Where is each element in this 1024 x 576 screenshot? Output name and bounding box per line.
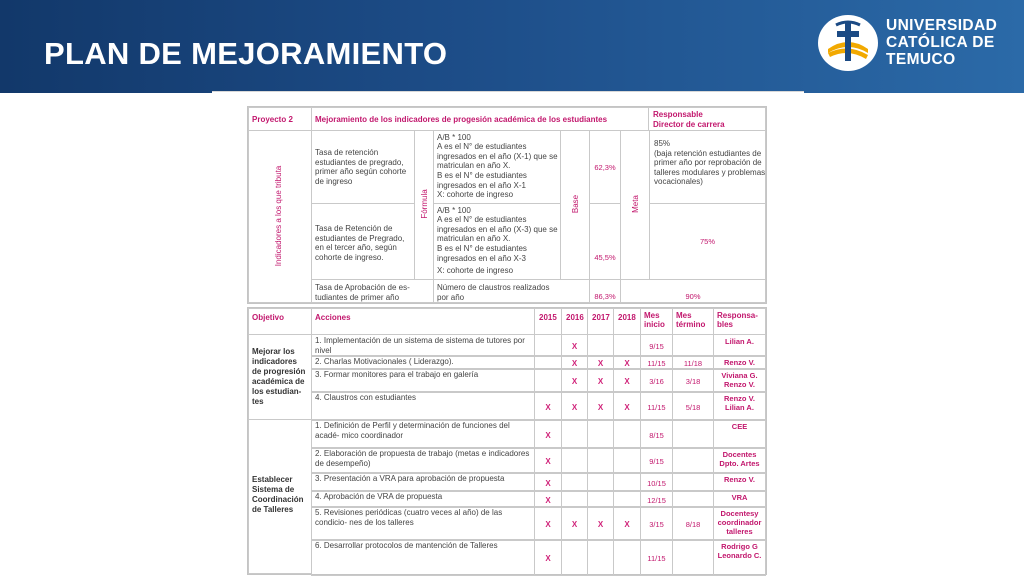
row-10-inicio: 11/15 <box>647 554 666 563</box>
row-9-y2018: X <box>624 520 630 529</box>
row-10-accion: 6. Desarrollar protocolos de mantención de Talleres <box>315 541 498 550</box>
indicator-2-formula-cell <box>433 203 561 280</box>
row-3-y2018: X <box>624 377 630 386</box>
header-2017-label: 2017 <box>592 313 610 322</box>
indicator-1-formula-cell <box>433 130 561 204</box>
row-6-y2018-cell <box>613 447 641 474</box>
indicator-2-formula-d: X: cohorte de ingreso <box>437 266 514 275</box>
row-8-y2015: X <box>545 496 551 505</box>
project-title: Mejoramiento de los indicadores de progesión académica de los estudiantes <box>315 115 608 124</box>
row-3-termino-cell <box>672 368 714 393</box>
indicator-1-base-cell <box>589 130 621 204</box>
header-objetivo-label: Objetivo <box>252 313 285 322</box>
row-1-resp-cell <box>713 334 766 357</box>
base-label-cell <box>560 130 590 280</box>
indicator-3-base: 86,3% <box>594 292 616 301</box>
row-5-inicio: 8/15 <box>649 431 664 440</box>
header-objetivo <box>248 308 312 335</box>
slide-title: PLAN DE MEJORAMIENTO <box>44 36 448 71</box>
row-7-inicio-cell <box>640 472 673 492</box>
row-7-accion: 3. Presentación a VRA para aprobación de propuesta <box>315 474 505 483</box>
row-2-inicio: 11/15 <box>647 359 666 368</box>
logo-line-3: TEMUCO <box>886 51 956 68</box>
row-1-resp: Lilian A. <box>725 337 754 346</box>
row-1-y2015-cell <box>534 334 562 357</box>
row-6-y2015-cell <box>534 447 562 474</box>
row-5-accion: 1. Definición de Perfil y determinación de funciones del acadé- mico coordinador <box>315 421 510 440</box>
row-2-accion: 2. Charlas Motivacionales ( Liderazgo). <box>315 357 454 366</box>
indicator-2-formula-b: A es el N° de estudiantes ingresados en el año (X-3) que se matriculan en año X. <box>437 215 558 243</box>
row-4-y2017-cell <box>587 391 614 421</box>
indicator-3-formula: Número de claustros realizados por año <box>437 283 550 302</box>
row-4-y2018-cell <box>613 391 641 421</box>
row-3-accion: 3. Formar monitores para el trabajo en galería <box>315 370 479 379</box>
header-2016-label: 2016 <box>566 313 584 322</box>
indicator-1-name: Tasa de retención estudiantes de pregrado, primer año según cohorte de ingreso <box>315 148 407 186</box>
responsable-cell <box>648 107 766 131</box>
row-10-accion-cell <box>311 539 535 576</box>
header-mes-inicio <box>640 308 673 335</box>
indicator-1-meta: 85% (baja retención estudiantes de primer año por reprobación de talleres modulares y problemas vocacionales) <box>654 139 766 186</box>
row-9-termino: 8/18 <box>685 520 701 529</box>
header-mes-termino <box>672 308 714 335</box>
indicator-1-name-cell <box>311 130 415 204</box>
row-9-accion-cell <box>311 506 535 541</box>
row-9-termino-cell <box>672 506 714 541</box>
indicator-1-base: 62,3% <box>594 163 616 172</box>
row-5-y2018-cell <box>613 419 641 449</box>
slide-header <box>0 0 1024 93</box>
row-3-inicio: 3/16 <box>649 377 664 386</box>
row-6-inicio-cell <box>640 447 673 474</box>
row-1-inicio: 9/15 <box>649 342 664 351</box>
row-2-resp: Renzo V. <box>724 358 755 367</box>
header-2015 <box>534 308 562 335</box>
row-5-accion-cell <box>311 419 535 449</box>
header-acciones-label: Acciones <box>315 313 351 322</box>
row-1-accion: 1. Implementación de un sistema de sistema de tutores por nivel <box>315 336 525 355</box>
row-2-y2018: X <box>624 359 630 368</box>
row-3-resp-cell <box>713 368 766 393</box>
row-9-y2018-cell <box>613 506 641 541</box>
row-10-y2017-cell <box>587 539 614 576</box>
document-page <box>212 91 804 576</box>
row-4-accion: 4. Claustros con estudiantes <box>315 393 416 402</box>
row-3-resp: Viviana G. Renzo V. <box>721 371 758 389</box>
logo-wordmark <box>886 17 997 68</box>
row-3-y2017-cell <box>587 368 614 393</box>
row-5-termino-cell <box>672 419 714 449</box>
header-2018 <box>613 308 641 335</box>
row-6-y2016-cell <box>561 447 588 474</box>
row-9-inicio: 3/15 <box>649 520 664 529</box>
row-6-resp: Docentes Dpto. Artes <box>719 450 760 468</box>
row-5-y2015-cell <box>534 419 562 449</box>
row-3-y2017: X <box>597 377 604 386</box>
indicator-2-base-cell <box>589 203 621 280</box>
objective-1-cell <box>248 334 312 420</box>
row-9-resp-cell <box>713 506 766 541</box>
actions-table <box>247 307 767 575</box>
objective-1: Mejorar los indicadores de progresión académica de los estudian- tes <box>252 347 306 406</box>
indicator-1-formula-b: A es el N° de estudiantes ingresados en el año (X-1) que se matriculan en año X. <box>437 142 558 170</box>
row-3-y2015-cell <box>534 368 562 393</box>
row-7-resp-cell <box>713 472 766 492</box>
row-2-termino: 11/18 <box>683 359 703 368</box>
row-7-y2015-cell <box>534 472 562 492</box>
row-9-y2016: X <box>571 520 578 529</box>
row-7-y2015: X <box>545 479 551 488</box>
logo-line-2: CATÓLICA DE <box>886 34 995 51</box>
row-10-y2015: X <box>545 554 551 563</box>
indicators-table <box>247 106 767 304</box>
row-7-resp: Renzo V. <box>724 475 755 484</box>
row-9-y2016-cell <box>561 506 588 541</box>
row-9-y2017-cell <box>587 506 614 541</box>
project-label-cell <box>248 107 312 131</box>
indicator-3-formula-cell <box>433 279 590 303</box>
row-4-resp-cell <box>713 391 766 421</box>
row-10-termino-cell <box>672 539 714 576</box>
header-mes-termino-label: Mes término <box>676 311 706 329</box>
row-6-resp-cell <box>713 447 766 474</box>
objective-2-cell <box>248 419 312 574</box>
header-mes-inicio-label: Mes inicio <box>644 311 665 329</box>
row-5-y2016-cell <box>561 419 588 449</box>
row-6-y2017-cell <box>587 447 614 474</box>
row-4-inicio-cell <box>640 391 673 421</box>
row-4-termino-cell <box>672 391 714 421</box>
row-8-inicio: 12/15 <box>647 496 666 505</box>
meta-label-cell <box>620 130 650 280</box>
row-1-y2017-cell <box>587 334 614 357</box>
row-3-y2018-cell <box>613 368 641 393</box>
base-label: Base <box>571 194 580 214</box>
objective-2: Establecer Sistema de Coordinación de Talleres <box>252 475 304 514</box>
row-6-accion-cell <box>311 447 535 474</box>
responsable-value: Director de carrera <box>653 120 725 129</box>
row-4-y2016: X <box>571 403 578 412</box>
row-1-y2018-cell <box>613 334 641 357</box>
indicator-3-name: Tasa de Aprobación de es-tudiantes de primer año <box>315 283 410 302</box>
row-9-y2015-cell <box>534 506 562 541</box>
row-1-termino-cell <box>672 334 714 357</box>
row-4-y2016-cell <box>561 391 588 421</box>
row-2-y2017: X <box>597 359 604 368</box>
side-label: Indicadores a los que tributa <box>274 165 283 267</box>
row-7-termino-cell <box>672 472 714 492</box>
row-1-y2016: X <box>571 342 578 351</box>
row-5-inicio-cell <box>640 419 673 449</box>
indicator-2-meta-cell <box>649 203 766 280</box>
row-7-y2016-cell <box>561 472 588 492</box>
row-4-resp: Renzo V. Lilian A. <box>724 394 755 412</box>
project-title-cell <box>311 107 649 131</box>
formula-label-cell <box>414 130 434 280</box>
row-10-y2018-cell <box>613 539 641 576</box>
row-7-inicio: 10/15 <box>647 479 666 488</box>
indicator-3-base-cell <box>589 279 621 303</box>
header-2018-label: 2018 <box>618 313 636 322</box>
indicator-1-formula-c: B es el N° de estudiantes ingresados en el año X-1 <box>437 171 527 190</box>
row-5-y2015: X <box>545 431 551 440</box>
row-9-y2017: X <box>597 520 604 529</box>
row-8-accion: 4. Aprobación de VRA de propuesta <box>315 492 443 501</box>
row-5-resp-cell <box>713 419 766 449</box>
row-3-inicio-cell <box>640 368 673 393</box>
indicator-3-name-cell <box>311 279 434 303</box>
row-10-y2016-cell <box>561 539 588 576</box>
university-logo <box>818 15 1018 75</box>
row-10-resp-cell <box>713 539 766 576</box>
row-9-y2015: X <box>545 520 551 529</box>
responsable-label: Responsable <box>653 110 703 119</box>
indicator-2-formula-c: B es el N° de estudiantes ingresados en el año X-3 <box>437 244 527 263</box>
row-4-inicio: 11/15 <box>647 403 666 412</box>
indicator-1-formula-a: A/B * 100 <box>437 133 471 142</box>
header-2017 <box>587 308 614 335</box>
indicator-2-meta: 75% <box>699 237 715 246</box>
row-7-y2017-cell <box>587 472 614 492</box>
row-10-inicio-cell <box>640 539 673 576</box>
indicator-2-name-cell <box>311 203 415 280</box>
indicator-1-formula-d: X: cohorte de ingreso <box>437 190 514 199</box>
side-label-cell <box>248 130 312 303</box>
row-9-accion: 5. Revisiones periódicas (cuatro veces al año) de las condicio- nes de los talleres <box>315 508 503 527</box>
indicator-3-meta-cell <box>620 279 766 303</box>
indicator-2-base: 45,5% <box>594 253 616 262</box>
row-4-y2015: X <box>545 403 551 412</box>
row-4-accion-cell <box>311 391 535 421</box>
row-6-termino-cell <box>672 447 714 474</box>
row-6-inicio: 9/15 <box>649 457 664 466</box>
row-1-inicio-cell <box>640 334 673 357</box>
indicator-2-formula-a: A/B * 100 <box>437 206 471 215</box>
row-7-y2018-cell <box>613 472 641 492</box>
row-4-y2018: X <box>624 403 630 412</box>
row-10-resp: Rodrigo G Leonardo C. <box>717 542 762 560</box>
row-4-y2017: X <box>597 403 604 412</box>
row-4-termino: 5/18 <box>685 403 701 412</box>
row-3-termino: 3/18 <box>685 377 701 386</box>
row-9-resp: Docentesy coordinador talleres <box>717 509 762 536</box>
row-1-y2016-cell <box>561 334 588 357</box>
row-3-y2016-cell <box>561 368 588 393</box>
row-4-y2015-cell <box>534 391 562 421</box>
header-2015-label: 2015 <box>539 313 557 322</box>
row-3-accion-cell <box>311 368 535 393</box>
header-responsables <box>713 308 766 335</box>
row-5-y2017-cell <box>587 419 614 449</box>
logo-emblem-icon <box>818 15 878 71</box>
row-2-y2016: X <box>571 359 578 368</box>
header-acciones <box>311 308 535 335</box>
indicator-1-meta-cell <box>649 130 766 204</box>
header-2016 <box>561 308 588 335</box>
row-6-accion: 2. Elaboración de propuesta de trabajo (metas e indicadores de desempeño) <box>315 449 530 468</box>
formula-label: Fórmula <box>420 189 429 219</box>
meta-label: Meta <box>631 195 640 213</box>
logo-line-1: UNIVERSIDAD <box>886 17 998 34</box>
project-label: Proyecto 2 <box>252 115 293 124</box>
row-6-y2015: X <box>545 457 551 466</box>
row-7-accion-cell <box>311 472 535 492</box>
row-8-resp: VRA <box>731 493 748 502</box>
indicator-2-name: Tasa de Retención de estudiantes de Pregrado, en el tercer año, según cohorte de ingreso. <box>315 224 405 262</box>
row-5-resp: CEE <box>731 422 748 431</box>
row-10-y2015-cell <box>534 539 562 576</box>
indicator-3-meta: 90% <box>685 292 701 301</box>
row-3-y2016: X <box>571 377 578 386</box>
row-1-accion-cell <box>311 334 535 357</box>
header-responsables-label: Responsa- bles <box>717 311 758 329</box>
row-9-inicio-cell <box>640 506 673 541</box>
